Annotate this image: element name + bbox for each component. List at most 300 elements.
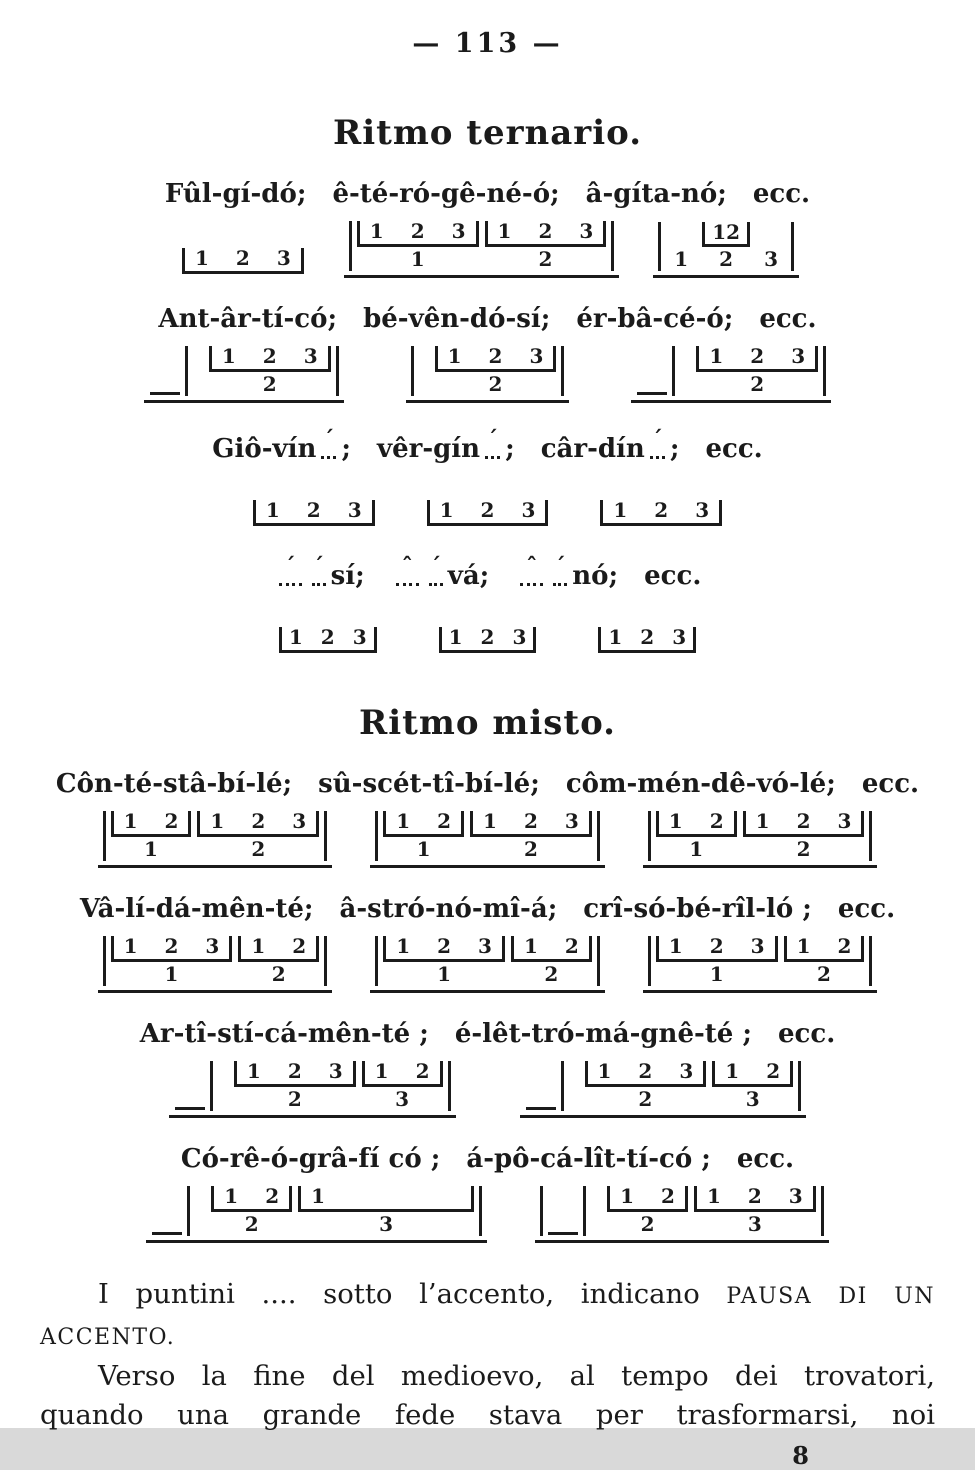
pause-dots-icon [312,580,326,586]
bar-line [103,936,106,986]
beat-number: 1 [620,1184,635,1208]
beat-group-numbers [197,811,319,837]
syllabified-word [140,1019,429,1049]
beat-group-numbers [435,346,557,372]
syllabified-word [56,769,292,799]
group-count-label: 2 [544,962,559,986]
pause-dots-icon [321,453,336,459]
group-count-label: 2 [271,962,286,986]
beat-number: 1 [311,1184,326,1208]
beat-group [511,936,592,986]
syllabified-word [759,304,816,334]
bar-line [648,811,651,861]
small-caps-accento: ACCENTO. [40,1325,176,1350]
beat-group [362,1061,443,1111]
word-text: ecc. [777,1019,836,1049]
accent-glyph: ´ [323,427,335,453]
syllabified-word [541,429,680,464]
rhythm-notation-row [0,474,975,530]
syllabified-word [455,1019,752,1049]
beat-number: 2 [750,344,765,368]
beat-number: 3 [837,809,852,833]
word-text: sû-scét-tî-bí-lé; [318,769,540,799]
beat-number: 1 [597,1059,612,1083]
bar-line [611,221,614,271]
beat-number: 12 [712,220,741,244]
rhythm-notation-row [0,1184,975,1243]
beat-number: 1 [195,246,209,270]
beat-number: 1 [608,625,623,649]
group-count-label: 1 [437,962,452,986]
beat-number: 3 [352,625,367,649]
group-count-label: 2 [719,247,734,271]
beat-number: 2 [709,934,724,958]
bar-line [597,936,600,986]
beat-number: 2 [654,498,669,522]
spacer [588,1186,604,1236]
beat-group [383,936,505,986]
bar-line [324,936,327,986]
word-text: ecc. [861,769,920,799]
beat-number: 1 [613,498,628,522]
beat-number: 1 [497,219,512,243]
word-text: Côn-té-stâ-bí-lé; [55,769,293,799]
beat-number: 1 [123,809,138,833]
beat-group-numbers [209,346,331,372]
bar-line [648,936,651,986]
beat-group [656,811,737,861]
beat-group-numbers [470,811,592,837]
bar-line [869,936,872,986]
rhythm-measure [631,344,831,403]
bar-line [540,1186,543,1236]
beat-group [253,500,375,526]
word-text: á-pô-cá-lît-tí-có ; [466,1144,711,1174]
beat-number: 1 [265,498,280,522]
rhythm-notation-row [0,1059,975,1118]
accent-glyph: ´ [651,427,663,453]
beat-number: 2 [640,625,655,649]
bar-line [583,1186,586,1236]
group-count-label: 2 [262,372,277,396]
beat-group [470,811,592,861]
word-text: côm-mén-dê-vó-lé; [565,769,836,799]
pause-accent-mark [396,556,419,586]
pause-accent-mark [312,556,326,586]
group-count-label: 3 [379,1212,394,1236]
pause-dots-icon [429,580,443,586]
rhythm-measure [406,344,570,403]
beat-number: 1 [709,344,724,368]
syllable-line-si-va-no [10,556,965,591]
spacer [192,1186,208,1236]
accent-glyph: ´ [554,554,566,580]
group-count-label: 2 [538,247,553,271]
syllabified-word [340,894,558,924]
beat-number: 3 [303,344,318,368]
rhythm-measure [592,625,702,657]
beat-group [485,221,607,271]
rhythm-measure [247,498,381,530]
beat-group-numbers [362,1061,443,1087]
beat-group-numbers [585,1061,707,1087]
beat-number: 1 [674,247,689,271]
rhythm-notation-row [0,344,975,403]
beat-group-numbers [427,500,549,526]
accent-glyph: ˆ [401,554,413,580]
beat-group-numbers [211,1186,292,1212]
pause-accent-mark [650,429,665,459]
beat-number: 2 [437,934,452,958]
word-text: Giô-vín [212,434,317,464]
beat-number: 2 [709,809,724,833]
syllabified-word [705,434,762,464]
word-text: ecc. [837,894,896,924]
beat-number: 1 [668,809,683,833]
beat-group [383,811,464,861]
beat-number: 3 [205,934,220,958]
group-count-label: 1 [416,837,431,861]
beat-number: 2 [747,1184,762,1208]
beat-group-numbers [656,811,737,837]
beat-group-numbers [238,936,319,962]
beat-number: 3 [791,344,806,368]
beat-group-numbers [357,221,479,247]
unstressed-syllable-dash [150,392,180,395]
syllable-line-contestabile [10,769,965,799]
beat-number: 2 [796,809,811,833]
rhythm-measure [344,219,620,278]
beat-number: 1 [246,1059,261,1083]
word-text: vêr-gín [376,434,481,464]
bar-line [187,1186,190,1236]
word-text: Có-rê-ó-grâ-fí có ; [180,1144,441,1174]
word-tail: ; [669,434,680,464]
group-count-label: 2 [523,837,538,861]
syllable-line-antartico [10,304,965,334]
accent-glyph: ´ [313,554,325,580]
word-text: bé-vên-dó-sí; [363,304,551,334]
word-text: Ar-tî-stí-cá-mên-té ; [139,1019,429,1049]
rhythm-measure [273,625,383,657]
beat-group [784,936,865,986]
bar-line [103,811,106,861]
group-count-label: 1 [709,962,724,986]
accent-glyph: ´ [430,554,442,580]
beat-number: 2 [564,934,579,958]
bar-line [821,1186,824,1236]
syllabified-word [566,769,836,799]
syllabified-word [753,179,810,209]
beat-number: 3 [512,625,527,649]
beat-number: 1 [123,934,138,958]
accent-glyph: ´ [284,554,296,580]
syllable-line-giovin [10,429,965,464]
rhythm-notation-row [0,601,975,657]
beat-number: 2 [265,1184,280,1208]
group-count-label: 2 [287,1087,302,1111]
word-text: ecc. [759,304,817,334]
beat-number: 2 [480,498,495,522]
beat-group [211,1186,292,1236]
beat-group-numbers [383,936,505,962]
beat-group [357,221,479,271]
spacer [215,1061,231,1111]
syllabified-word [377,429,515,464]
bar-line [375,936,378,986]
bar-line [324,811,327,861]
beat-number: 3 [451,219,466,243]
beat-group-numbers [607,1186,688,1212]
word-text: nó; [572,561,619,591]
group-count-label: 2 [750,372,765,396]
rhythm-measure [146,1184,487,1243]
spacer [677,346,693,396]
pause-accent-mark [485,429,500,459]
beat-group [702,222,750,271]
syllabified-word [862,769,919,799]
beat-number: 2 [235,246,250,270]
rhythm-measure [370,809,605,868]
beat-number: 2 [837,934,852,958]
beat-number: 2 [480,625,495,649]
bar-line [210,1061,213,1111]
pause-dots-icon [485,453,500,459]
word-text: ecc. [752,179,811,209]
beat-number: 2 [523,809,538,833]
syllabified-word [576,304,733,334]
beat-number: 1 [369,219,384,243]
small-caps-pausa: PAUSA DI UN [726,1284,935,1309]
beat-number: 3 [347,498,362,522]
bar-line [448,1061,451,1111]
beat-group [111,936,233,986]
beat-group-numbers [784,936,865,962]
beat-number: 3 [672,625,687,649]
word-text: ecc. [644,561,702,591]
unstressed-syllable-dash [152,1232,182,1235]
beat-group [298,1186,474,1236]
beat-number: 2 [287,1059,302,1083]
bar-line [349,221,352,271]
syllable-line-validamente [10,894,965,924]
beat-number: 1 [288,625,303,649]
rhythm-measure [370,934,605,993]
beat-group-numbers [656,936,778,962]
beat-group [238,936,319,986]
beat-number: 3 [750,934,765,958]
syllabified-word [274,556,365,591]
beat-group [427,500,549,526]
beat-group [585,1061,707,1111]
syllabified-word [212,429,351,464]
beat-group-numbers [234,1061,356,1087]
syllable-line-fulgido [10,179,965,209]
bar-line [597,811,600,861]
beat-group-numbers [702,222,750,247]
word-text: â-stró-nó-mî-á; [339,894,558,924]
pause-dots-icon [650,453,665,459]
beat-group-numbers [485,221,607,247]
word-text: câr-dín [540,434,645,464]
beat-number: 2 [262,344,277,368]
bar-line [869,811,872,861]
beat-number: 1 [224,1184,239,1208]
rhythm-measure [98,809,333,868]
body-paragraph-puntini-line1 [40,1275,935,1316]
beat-number: 2 [437,809,452,833]
beat-group-numbers [598,627,696,653]
beat-number: 2 [488,344,503,368]
beat-group [696,346,818,396]
body-paragraph-medioevo-line1: Verso la fine del medioevo, al tempo dei trovatori, [98,1360,935,1392]
syllabified-word [332,179,559,209]
beat-number: 1 [221,344,236,368]
beat-number: 3 [764,247,778,271]
beat-group-numbers [743,811,865,837]
rhythm-notation-row [0,809,975,868]
syllable-line-coreografico [10,1144,965,1174]
beat-number: 3 [328,1059,343,1083]
pause-accent-mark [429,556,443,586]
rhythm-measure [535,1184,829,1243]
beat-group [598,627,696,653]
beat-group-numbers [182,248,304,274]
unstressed-syllable-dash [548,1232,578,1235]
beat-group [197,811,319,861]
pause-dots-icon [279,580,302,586]
beat-number: 3 [521,498,536,522]
beat-group [607,1186,688,1236]
beat-number: 3 [276,246,291,270]
beat-number: 3 [788,1184,803,1208]
beat-group [209,346,331,396]
pause-dots-icon [396,580,419,586]
word-text: â-gíta-nó; [585,179,727,209]
rhythm-measure [433,625,543,657]
group-count-label: 2 [488,372,503,396]
beat-group [694,1186,816,1236]
syllabified-word [165,179,307,209]
accent-glyph: ˆ [526,554,538,580]
body-text [40,1275,935,1435]
group-count-label: 1 [164,962,179,986]
beat-number: 1 [396,809,411,833]
beat-number: 3 [478,934,492,958]
rhythm-notation-row [0,934,975,993]
group-count-label: 2 [251,837,266,861]
syllabified-word [391,556,490,591]
bar-line [791,222,794,271]
pause-dots-icon [520,580,543,586]
beat-number: 1 [668,934,683,958]
beat-group [182,248,304,274]
syllabified-word [181,1144,440,1174]
beat-number: 1 [210,809,225,833]
beat-group-numbers [111,811,192,837]
beat-group-numbers [600,500,722,526]
unstressed-syllable-dash [637,392,667,395]
beat-number: 3 [695,498,710,522]
pause-accent-mark [520,556,543,586]
group-count-label: 2 [640,1212,655,1236]
pause-accent-mark [279,556,302,586]
group-count-label: 2 [244,1212,259,1236]
beat-number: 2 [306,498,321,522]
beat-number: 1 [396,934,411,958]
syllabified-word [778,1019,835,1049]
beat-number: 1 [251,934,266,958]
beat-number: 1 [725,1059,740,1083]
word-tail: ; [505,434,515,464]
word-text: é-lêt-tró-má-gnê-té ; [454,1019,752,1049]
syllable-line-artisticamente [10,1019,965,1049]
group-count-label: 2 [796,837,811,861]
group-count-label: 3 [395,1087,410,1111]
bar-line [798,1061,801,1111]
beat-group-numbers [712,1061,793,1087]
word-text: ecc. [736,1144,795,1174]
group-count-label: 1 [410,247,425,271]
word-text: ê-té-ró-gê-né-ó; [332,179,560,209]
spacer [190,346,206,396]
syllabified-word [586,179,727,209]
beat-number: 2 [251,809,266,833]
group-count-label: 3 [745,1087,760,1111]
beat-group-numbers [253,500,375,526]
rhythm-measure [144,344,344,403]
pause-accent-mark [553,556,567,586]
bar-line [479,1186,482,1236]
beat-number: 2 [415,1059,430,1083]
section-title-ritmo-ternario: Ritmo ternario. [332,113,643,153]
beat-group [439,627,537,653]
word-tail: ; [341,434,351,464]
bar-line [561,1061,564,1111]
beat-group [435,346,557,396]
syllabified-word [644,561,701,591]
beat-group [234,1061,356,1111]
beat-group-numbers [439,627,537,653]
syllabified-word [838,894,895,924]
rhythm-measure [520,1059,807,1118]
beat-number: 1 [523,934,538,958]
word-text: ér-bâ-cé-ó; [576,304,734,334]
beat-number: 2 [320,625,335,649]
beat-number: 2 [638,1059,653,1083]
beat-number: 1 [796,934,811,958]
bar-line [658,222,661,271]
bar-line [561,346,564,396]
rhythm-measure [421,498,555,530]
unstressed-syllable-dash [175,1107,205,1110]
word-text: ecc. [705,434,763,464]
beat-number: 1 [439,498,454,522]
rhythm-notation-row [0,219,975,278]
group-count-label: 1 [144,837,158,861]
beat-number: 2 [292,934,307,958]
beat-group [743,811,865,861]
beat-group [656,936,778,986]
syllabified-word [363,304,550,334]
body-paragraph-puntini-line2 [40,1316,935,1357]
beat-number: 1 [755,809,770,833]
syllabified-word [158,304,337,334]
group-count-label: 2 [638,1087,653,1111]
beat-group-numbers [279,627,377,653]
spacer [566,1061,582,1111]
beat-number: 2 [410,219,425,243]
